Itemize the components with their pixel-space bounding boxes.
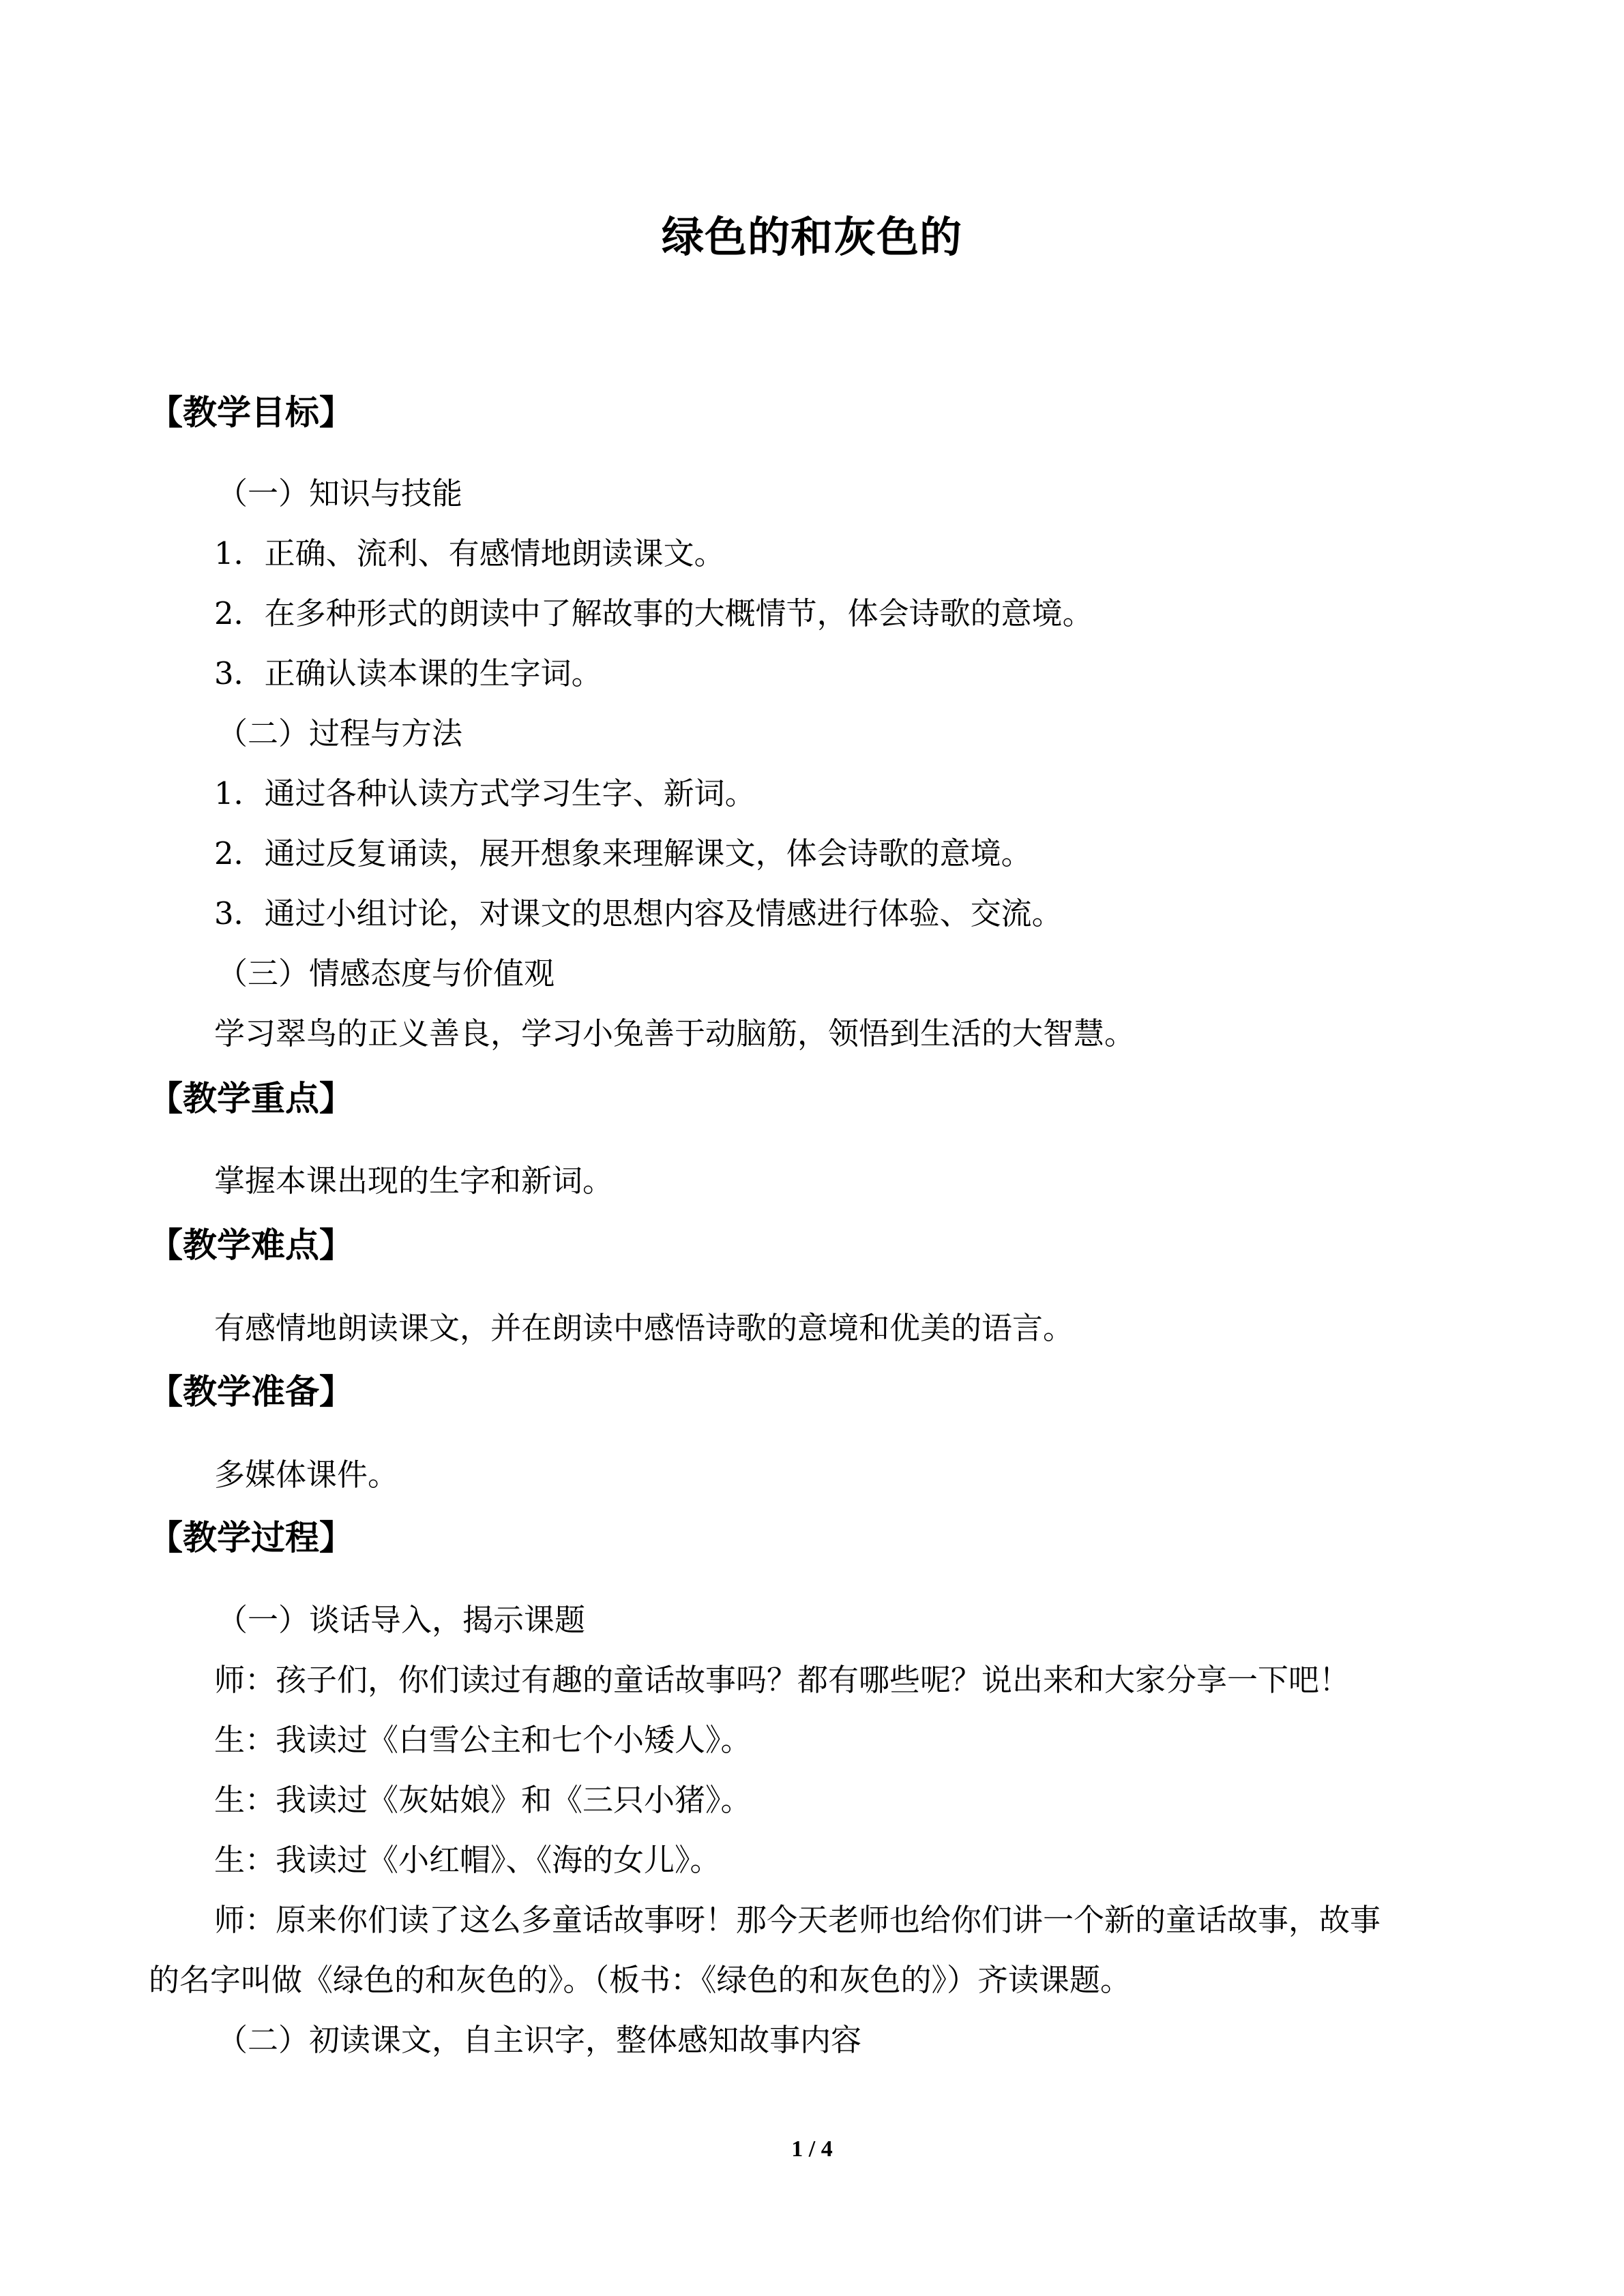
dialogue-line: 生：我读过《白雪公主和七个小矮人》。: [214, 1722, 752, 1758]
subsection-title-intro: （一）谈话导入，揭示课题: [217, 1602, 586, 1638]
section-heading-difficulties: 【教学难点】: [149, 1225, 353, 1265]
paragraph: 学习翠鸟的正义善良，学习小兔善于动脑筋，领悟到生活的大智慧。: [214, 1015, 1136, 1052]
subsection-title-process-methods: （二）过程与方法: [217, 715, 463, 751]
paragraph: 多媒体课件。: [214, 1457, 399, 1493]
dialogue-line-continuation: 的名字叫做《绿色的和灰色的》。（板书：《绿色的和灰色的》）齐读课题。: [149, 1962, 1132, 1998]
subsection-title-emotion-values: （三）情感态度与价值观: [217, 955, 555, 992]
section-heading-key-points: 【教学重点】: [149, 1079, 353, 1118]
dialogue-line: 师：原来你们读了这么多童话故事呀！那今天老师也给你们讲一个新的童话故事，故事: [214, 1902, 1381, 1938]
dialogue-line: 师：孩子们，你们读过有趣的童话故事吗？都有哪些呢？说出来和大家分享一下吧！: [214, 1662, 1350, 1698]
list-item: 2．在多种形式的朗读中了解故事的大概情节，体会诗歌的意境。: [214, 595, 1093, 631]
page-number: 1 / 4: [791, 2136, 833, 2162]
document-title: 绿色的和灰色的: [661, 212, 962, 262]
list-item: 1．正确、流利、有感情地朗读课文。: [214, 535, 725, 571]
dialogue-line: 生：我读过《小红帽》、《海的女儿》。: [214, 1842, 721, 1878]
subsection-title-knowledge-skills: （一）知识与技能: [217, 475, 463, 511]
subsection-title-first-reading: （二）初读课文，自主识字，整体感知故事内容: [217, 2022, 862, 2058]
list-item: 3．正确认读本课的生字词。: [214, 655, 602, 691]
paragraph: 有感情地朗读课文，并在朗读中感悟诗歌的意境和优美的语言。: [214, 1310, 1074, 1346]
paragraph: 掌握本课出现的生字和新词。: [214, 1163, 614, 1199]
list-item: 1．通过各种认读方式学习生字、新词。: [214, 775, 756, 811]
section-heading-process: 【教学过程】: [149, 1518, 353, 1557]
list-item: 3．通过小组讨论，对课文的思想内容及情感进行体验、交流。: [214, 895, 1063, 931]
list-item: 2．通过反复诵读，展开想象来理解课文，体会诗歌的意境。: [214, 835, 1032, 871]
section-heading-objectives: 【教学目标】: [149, 393, 353, 432]
section-heading-preparation: 【教学准备】: [149, 1372, 353, 1412]
dialogue-line: 生：我读过《灰姑娘》和《三只小猪》。: [214, 1782, 752, 1818]
